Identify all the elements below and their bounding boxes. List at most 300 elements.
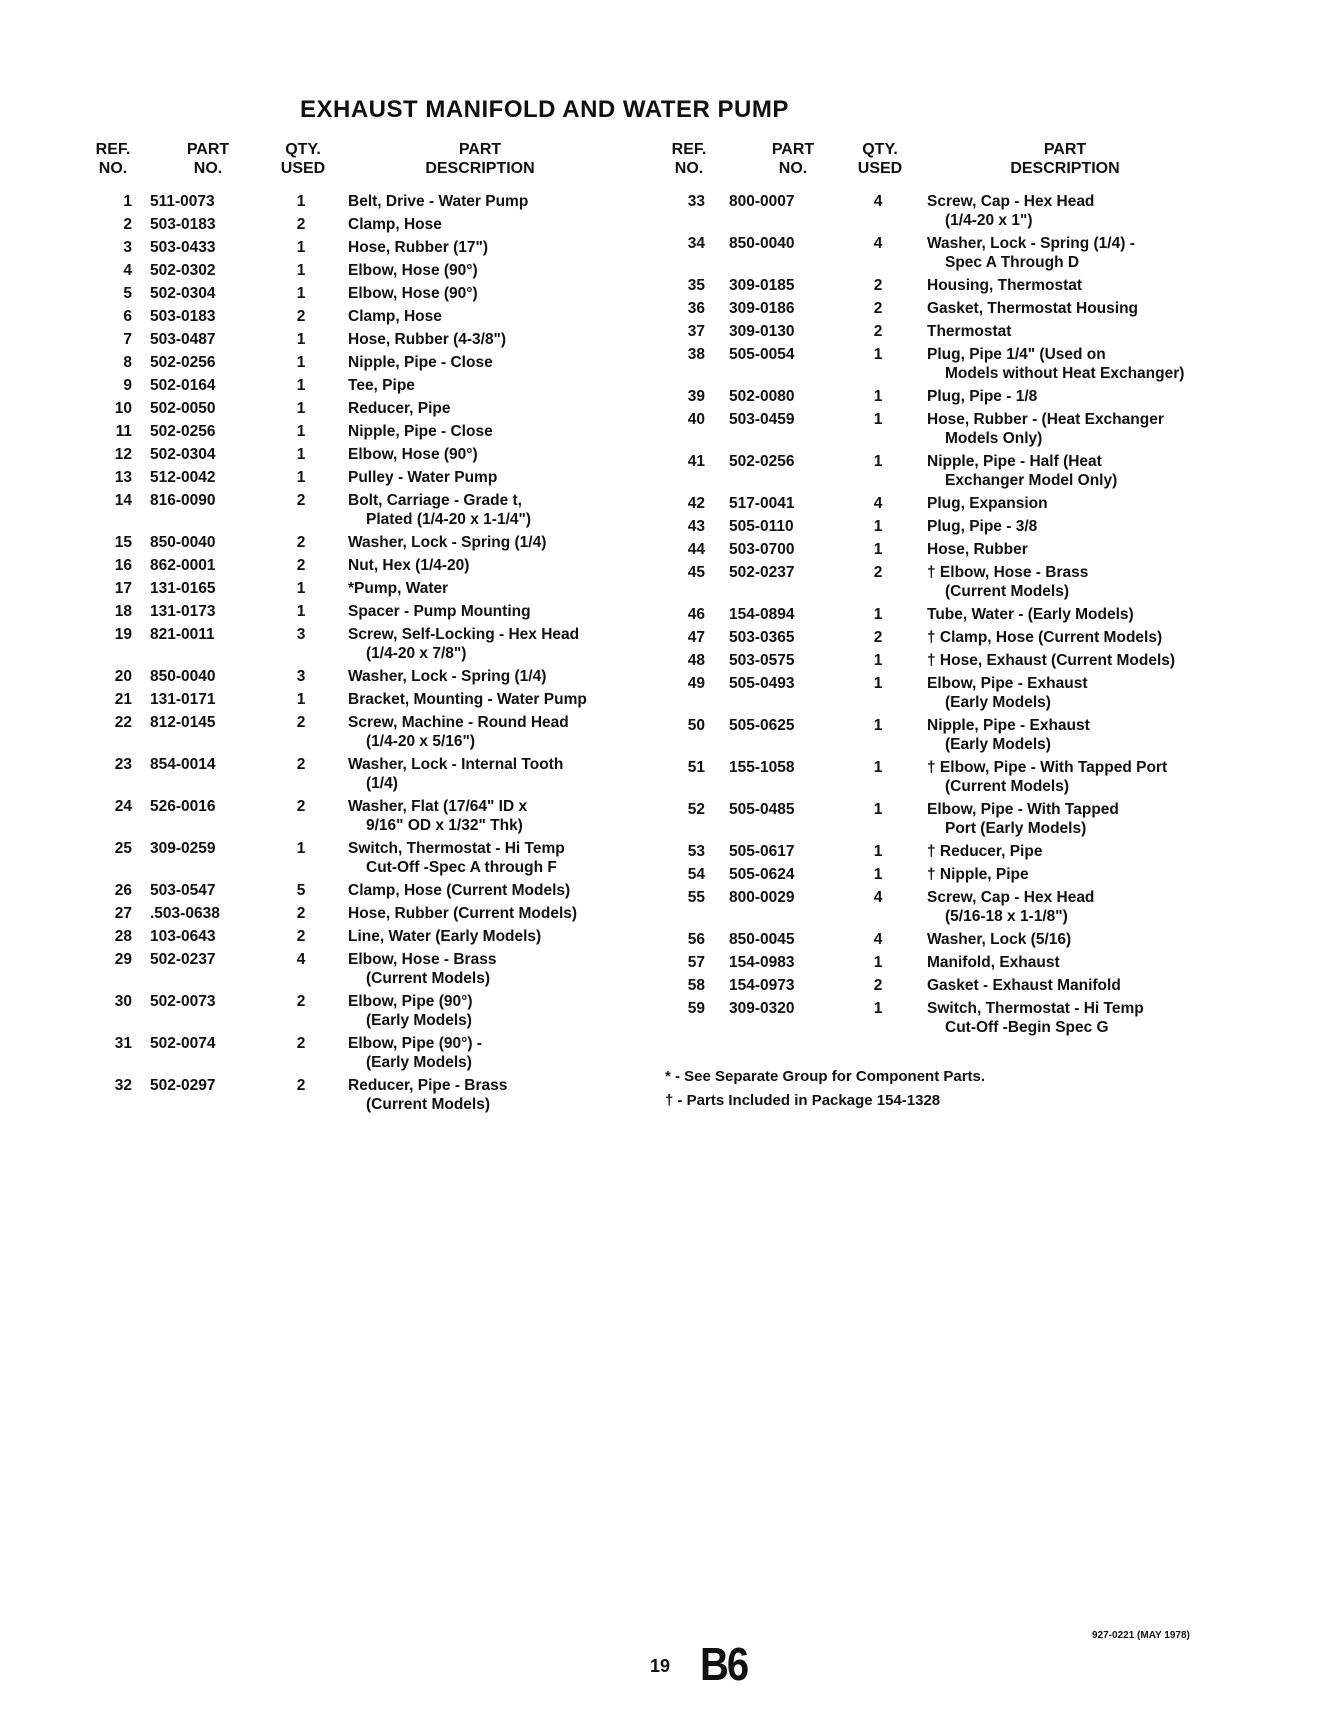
part-no: 502-0304	[150, 285, 216, 302]
header-ref-no: REF. NO.	[671, 141, 707, 177]
description-line: † Nipple, Pipe	[927, 866, 1029, 883]
part-description	[927, 628, 1225, 647]
table-row	[80, 927, 650, 946]
part-description	[348, 579, 650, 598]
ref-no: 24	[114, 798, 132, 815]
table-row	[665, 234, 1225, 272]
qty-used: 2	[296, 1035, 306, 1052]
ref-no: 15	[114, 534, 132, 551]
table-row	[665, 299, 1225, 318]
qty-used: 1	[873, 453, 883, 470]
ref-no: 5	[123, 285, 132, 302]
ref-no: 1	[123, 193, 132, 210]
description-line: Line, Water (Early Models)	[348, 928, 542, 945]
part-description	[348, 950, 650, 988]
ref-no: 40	[687, 411, 705, 428]
qty-used: 2	[873, 300, 883, 317]
part-description	[927, 345, 1225, 383]
qty-used: 1	[296, 354, 306, 371]
part-description	[348, 992, 650, 1030]
description-line: (Current Models)	[366, 970, 490, 987]
ref-no: 43	[687, 518, 705, 535]
qty-used: 4	[873, 931, 883, 948]
description-line: (1/4-20 x 5/16")	[366, 733, 476, 750]
part-no: 103-0643	[150, 928, 216, 945]
description-line: Reducer, Pipe - Brass	[348, 1077, 508, 1094]
table-row	[80, 625, 650, 663]
header-ref-no: REF. NO.	[95, 141, 131, 177]
part-description	[927, 758, 1225, 796]
ref-no: 2	[123, 216, 132, 233]
part-description	[348, 690, 650, 709]
description-line: Washer, Lock - Spring (1/4) -	[927, 235, 1135, 252]
table-row	[80, 690, 650, 709]
description-line: Hose, Rubber	[927, 541, 1028, 558]
part-description	[927, 865, 1225, 884]
part-description	[348, 238, 650, 257]
part-no: 502-0164	[150, 377, 216, 394]
description-line: Port (Early Models)	[945, 820, 1087, 837]
table-row	[80, 579, 650, 598]
part-description	[927, 605, 1225, 624]
table-row	[80, 667, 650, 686]
qty-used: 2	[873, 323, 883, 340]
ref-no: 45	[687, 564, 705, 581]
table-row	[665, 865, 1225, 884]
description-line: Elbow, Hose (90°)	[348, 285, 478, 302]
description-line: Nipple, Pipe - Close	[348, 354, 493, 371]
table-row	[665, 192, 1225, 230]
qty-used: 3	[296, 668, 306, 685]
description-line: (Current Models)	[945, 778, 1069, 795]
ref-no: 54	[687, 866, 705, 883]
table-row	[80, 533, 650, 552]
qty-used: 2	[873, 564, 883, 581]
ref-no: 28	[114, 928, 132, 945]
description-line: Gasket - Exhaust Manifold	[927, 977, 1121, 994]
description-line: † Hose, Exhaust (Current Models)	[927, 652, 1176, 669]
ref-no: 19	[114, 626, 132, 643]
table-header	[665, 140, 1225, 192]
part-no: 505-0617	[729, 843, 795, 860]
part-description	[348, 284, 650, 303]
qty-used: 2	[873, 277, 883, 294]
part-no: 816-0090	[150, 492, 216, 509]
parts-column-right	[665, 140, 1225, 1113]
ref-no: 59	[687, 1000, 705, 1017]
table-row	[665, 410, 1225, 448]
qty-used: 1	[296, 469, 306, 486]
ref-no: 17	[114, 580, 132, 597]
page-number: 19	[650, 1656, 671, 1676]
section-code: B6	[700, 1639, 748, 1691]
part-no: 862-0001	[150, 557, 216, 574]
table-row	[665, 716, 1225, 754]
ref-no: 41	[687, 453, 705, 470]
part-description	[927, 299, 1225, 318]
part-no: 503-0183	[150, 216, 216, 233]
description-line: † Elbow, Hose - Brass	[927, 564, 1089, 581]
part-no: 503-0575	[729, 652, 795, 669]
table-row	[80, 238, 650, 257]
ref-no: 18	[114, 603, 132, 620]
table-row	[80, 468, 650, 487]
part-description	[348, 1076, 650, 1114]
qty-used: 1	[296, 580, 306, 597]
qty-used: 1	[873, 1000, 883, 1017]
description-line: Nipple, Pipe - Half (Heat	[927, 453, 1102, 470]
qty-used: 2	[873, 977, 883, 994]
table-row	[665, 605, 1225, 624]
part-no: 309-0186	[729, 300, 795, 317]
qty-used: 2	[296, 216, 306, 233]
qty-used: 2	[296, 798, 306, 815]
part-description	[348, 192, 650, 211]
part-no: 502-0304	[150, 446, 216, 463]
description-line: Washer, Lock - Internal Tooth	[348, 756, 564, 773]
part-no: 131-0165	[150, 580, 216, 597]
table-row	[665, 651, 1225, 670]
qty-used: 1	[873, 388, 883, 405]
table-row	[80, 330, 650, 349]
ref-no: 48	[687, 652, 705, 669]
part-description	[348, 533, 650, 552]
description-line: (5/16-18 x 1-1/8")	[945, 908, 1068, 925]
part-no: 309-0185	[729, 277, 795, 294]
part-description	[927, 716, 1225, 754]
description-line: Plated (1/4-20 x 1-1/4")	[366, 511, 532, 528]
part-no: 502-0073	[150, 993, 216, 1010]
part-no: 503-0433	[150, 239, 216, 256]
part-no: 503-0365	[729, 629, 795, 646]
ref-no: 6	[123, 308, 132, 325]
ref-no: 27	[114, 905, 132, 922]
description-line: (Early Models)	[945, 736, 1051, 753]
table-row	[665, 674, 1225, 712]
qty-used: 1	[296, 446, 306, 463]
part-no: 512-0042	[150, 469, 216, 486]
part-description	[927, 953, 1225, 972]
header-part-no: PART NO.	[771, 141, 815, 177]
table-row	[665, 322, 1225, 341]
ref-no: 51	[687, 759, 705, 776]
ref-no: 4	[123, 262, 132, 279]
ref-no: 30	[114, 993, 132, 1010]
table-row	[665, 540, 1225, 559]
qty-used: 1	[296, 691, 306, 708]
part-description	[348, 904, 650, 923]
description-line: † Clamp, Hose (Current Models)	[927, 629, 1163, 646]
qty-used: 1	[873, 843, 883, 860]
part-no: 502-0297	[150, 1077, 216, 1094]
qty-used: 1	[873, 541, 883, 558]
description-line: Pulley - Water Pump	[348, 469, 498, 486]
part-no: 505-0485	[729, 801, 795, 818]
description-line: Cut-Off -Spec A through F	[366, 859, 557, 876]
part-description	[927, 387, 1225, 406]
part-no: 800-0029	[729, 889, 795, 906]
description-line: Nipple, Pipe - Close	[348, 423, 493, 440]
header-qty-used: QTY. USED	[280, 141, 326, 177]
footnote-asterisk: * - See Separate Group for Component Parts.	[665, 1068, 986, 1085]
part-description	[348, 491, 650, 529]
description-line: Reducer, Pipe	[348, 400, 451, 417]
description-line: Tube, Water - (Early Models)	[927, 606, 1134, 623]
description-line: Clamp, Hose (Current Models)	[348, 882, 571, 899]
part-description	[348, 927, 650, 946]
ref-no: 46	[687, 606, 705, 623]
description-line: Washer, Lock (5/16)	[927, 931, 1072, 948]
part-description	[348, 755, 650, 793]
ref-no: 12	[114, 446, 132, 463]
ref-no: 23	[114, 756, 132, 773]
part-no: 502-0080	[729, 388, 795, 405]
ref-no: 35	[687, 277, 705, 294]
ref-no: 47	[687, 629, 705, 646]
part-no: 850-0045	[729, 931, 795, 948]
ref-no: 26	[114, 882, 132, 899]
part-description	[348, 556, 650, 575]
description-line: (1/4)	[366, 775, 398, 792]
table-row	[665, 953, 1225, 972]
part-no: 503-0487	[150, 331, 216, 348]
part-description	[348, 602, 650, 621]
part-description	[348, 445, 650, 464]
description-line: Belt, Drive - Water Pump	[348, 193, 529, 210]
ref-no: 10	[114, 400, 132, 417]
description-line: Plug, Expansion	[927, 495, 1048, 512]
ref-no: 39	[687, 388, 705, 405]
qty-used: 2	[296, 993, 306, 1010]
part-no: 502-0256	[150, 354, 216, 371]
qty-used: 1	[873, 801, 883, 818]
description-line: Exchanger Model Only)	[945, 472, 1118, 489]
table-row	[80, 491, 650, 529]
description-line: Bolt, Carriage - Grade t,	[348, 492, 522, 509]
qty-used: 1	[873, 346, 883, 363]
parts-column-left	[80, 140, 650, 1118]
table-row	[80, 602, 650, 621]
table-row	[665, 999, 1225, 1037]
header-qty-used: QTY. USED	[857, 141, 903, 177]
description-line: Screw, Machine - Round Head	[348, 714, 569, 731]
description-line: Models without Heat Exchanger)	[945, 365, 1185, 382]
header-part-no: PART NO.	[186, 141, 230, 177]
part-no: 854-0014	[150, 756, 216, 773]
part-no: .503-0638	[150, 905, 220, 922]
part-no: 850-0040	[729, 235, 795, 252]
part-description	[927, 517, 1225, 536]
description-line: (1/4-20 x 1")	[945, 212, 1033, 229]
description-line: Washer, Lock - Spring (1/4)	[348, 534, 547, 551]
header-part-description: PART DESCRIPTION	[425, 141, 535, 177]
qty-used: 2	[296, 928, 306, 945]
part-no: 821-0011	[150, 626, 215, 643]
description-line: Elbow, Hose - Brass	[348, 951, 497, 968]
description-line: Nut, Hex (1/4-20)	[348, 557, 470, 574]
description-line: (Current Models)	[366, 1096, 490, 1113]
table-row	[80, 904, 650, 923]
parts-list-right	[665, 192, 1225, 1041]
table-row	[665, 494, 1225, 513]
qty-used: 4	[873, 889, 883, 906]
part-no: 850-0040	[150, 534, 216, 551]
description-line: Elbow, Pipe (90°) -	[348, 1035, 482, 1052]
qty-used: 1	[296, 193, 306, 210]
table-row	[80, 307, 650, 326]
table-row	[665, 930, 1225, 949]
ref-no: 52	[687, 801, 705, 818]
ref-no: 14	[114, 492, 132, 509]
description-line: Housing, Thermostat	[927, 277, 1083, 294]
qty-used: 2	[296, 492, 306, 509]
qty-used: 1	[296, 840, 306, 857]
part-description	[348, 881, 650, 900]
description-line: Plug, Pipe - 3/8	[927, 518, 1038, 535]
part-no: 154-0894	[729, 606, 795, 623]
description-line: Washer, Flat (17/64" ID x	[348, 798, 528, 815]
part-description	[348, 839, 650, 877]
table-row	[80, 839, 650, 877]
description-line: Cut-Off -Begin Spec G	[945, 1019, 1109, 1036]
table-row	[80, 713, 650, 751]
qty-used: 1	[296, 262, 306, 279]
ref-no: 56	[687, 931, 705, 948]
qty-used: 2	[296, 905, 306, 922]
qty-used: 1	[873, 675, 883, 692]
table-row	[665, 517, 1225, 536]
ref-no: 25	[114, 840, 132, 857]
table-row	[665, 563, 1225, 601]
part-no: 309-0130	[729, 323, 795, 340]
ref-no: 29	[114, 951, 132, 968]
description-line: Bracket, Mounting - Water Pump	[348, 691, 587, 708]
part-no: 505-0054	[729, 346, 795, 363]
table-row	[80, 422, 650, 441]
qty-used: 1	[873, 954, 883, 971]
description-line: Elbow, Hose (90°)	[348, 262, 478, 279]
ref-no: 21	[114, 691, 132, 708]
table-row	[80, 950, 650, 988]
ref-no: 32	[114, 1077, 132, 1094]
qty-used: 2	[296, 308, 306, 325]
qty-used: 2	[296, 557, 306, 574]
qty-used: 1	[296, 239, 306, 256]
page-title: EXHAUST MANIFOLD AND WATER PUMP	[300, 96, 789, 123]
part-description	[927, 452, 1225, 490]
qty-used: 4	[873, 495, 883, 512]
part-description	[348, 261, 650, 280]
part-no: 502-0256	[150, 423, 216, 440]
ref-no: 49	[687, 675, 705, 692]
description-line: Screw, Self-Locking - Hex Head	[348, 626, 580, 643]
qty-used: 1	[873, 717, 883, 734]
qty-used: 2	[296, 714, 306, 731]
part-description	[927, 563, 1225, 601]
description-line: Hose, Rubber (Current Models)	[348, 905, 578, 922]
part-description	[927, 674, 1225, 712]
qty-used: 1	[873, 759, 883, 776]
table-row	[665, 976, 1225, 995]
table-row	[80, 399, 650, 418]
ref-no: 16	[114, 557, 132, 574]
description-line: Thermostat	[927, 323, 1012, 340]
qty-used: 1	[873, 518, 883, 535]
table-row	[665, 842, 1225, 861]
part-description	[927, 322, 1225, 341]
table-row	[80, 215, 650, 234]
part-no: 502-0237	[150, 951, 216, 968]
qty-used: 1	[296, 285, 306, 302]
table-row	[665, 800, 1225, 838]
ref-no: 55	[687, 889, 705, 906]
part-description	[348, 667, 650, 686]
description-line: Switch, Thermostat - Hi Temp	[348, 840, 565, 857]
description-line: (1/4-20 x 7/8")	[366, 645, 467, 662]
part-description	[927, 999, 1225, 1037]
ref-no: 13	[114, 469, 132, 486]
description-line: Hose, Rubber (17")	[348, 239, 488, 256]
description-line: Tee, Pipe	[348, 377, 415, 394]
part-no: 505-0625	[729, 717, 795, 734]
document-code: 927-0221 (MAY 1978)	[1092, 1630, 1190, 1641]
table-row	[665, 628, 1225, 647]
ref-no: 22	[114, 714, 132, 731]
description-line: (Early Models)	[366, 1012, 472, 1029]
part-no: 812-0145	[150, 714, 216, 731]
footnotes	[665, 1065, 1225, 1113]
part-description	[348, 330, 650, 349]
description-line: Clamp, Hose	[348, 216, 442, 233]
description-line: Clamp, Hose	[348, 308, 442, 325]
part-description	[348, 307, 650, 326]
part-description	[348, 797, 650, 835]
ref-no: 58	[687, 977, 705, 994]
part-no: 800-0007	[729, 193, 795, 210]
part-description	[927, 888, 1225, 926]
qty-used: 4	[296, 951, 306, 968]
qty-used: 2	[296, 1077, 306, 1094]
description-line: Plug, Pipe - 1/8	[927, 388, 1038, 405]
table-row	[665, 888, 1225, 926]
table-row	[665, 758, 1225, 796]
part-no: 131-0173	[150, 603, 216, 620]
part-no: 502-0050	[150, 400, 216, 417]
part-no: 502-0237	[729, 564, 795, 581]
description-line: Elbow, Hose (90°)	[348, 446, 478, 463]
part-description	[348, 353, 650, 372]
part-no: 503-0183	[150, 308, 216, 325]
description-line: (Early Models)	[945, 694, 1051, 711]
description-line: Elbow, Pipe - Exhaust	[927, 675, 1088, 692]
description-line: Plug, Pipe 1/4" (Used on	[927, 346, 1106, 363]
description-line: Hose, Rubber - (Heat Exchanger	[927, 411, 1164, 428]
qty-used: 3	[296, 626, 306, 643]
ref-no: 11	[115, 423, 132, 440]
ref-no: 33	[687, 193, 705, 210]
ref-no: 20	[114, 668, 132, 685]
part-no: 154-0983	[729, 954, 795, 971]
ref-no: 42	[687, 495, 705, 512]
table-row	[80, 445, 650, 464]
part-description	[348, 376, 650, 395]
description-line: Hose, Rubber (4-3/8")	[348, 331, 507, 348]
parts-list-left	[80, 192, 650, 1118]
part-description	[348, 1034, 650, 1072]
ref-no: 57	[687, 954, 705, 971]
qty-used: 1	[296, 331, 306, 348]
description-line: Washer, Lock - Spring (1/4)	[348, 668, 547, 685]
